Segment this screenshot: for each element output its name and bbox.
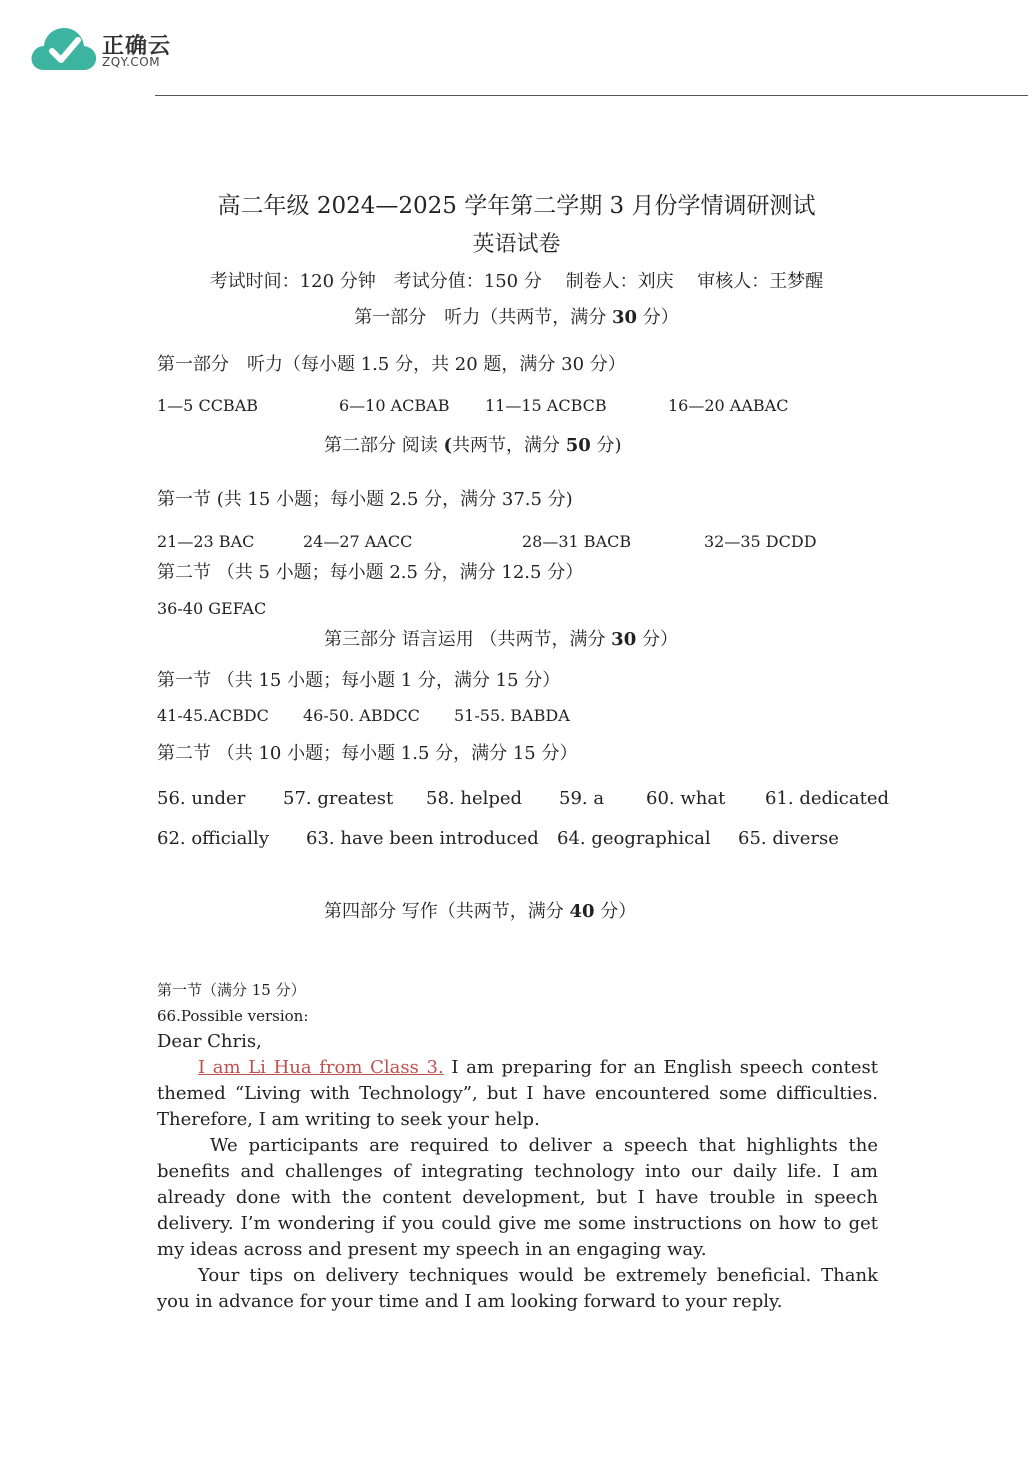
answer-item: 56. under	[157, 788, 246, 809]
logo-text-cn: 正确云	[102, 34, 172, 59]
header-divider	[155, 95, 1028, 96]
part4-section1: 第一节（满分 15 分）	[157, 981, 306, 999]
exam-info: 考试时间：120 分钟 考试分值：150 分 制卷人：刘庆 审核人：王梦醒	[209, 271, 824, 292]
answer-group: 32—35 DCDD	[704, 532, 817, 551]
part2-section2: 第二节 （共 5 小题；每小题 2.5 分，满分 12.5 分）	[157, 562, 584, 583]
answer-group: 16—20 AABAC	[668, 396, 789, 415]
answer-item: 65. diverse	[738, 828, 839, 849]
zqy-logo	[30, 24, 190, 74]
logo-text-en: ZQY.COM	[102, 55, 161, 69]
answer-group: 24—27 AACC	[303, 532, 413, 551]
answer-item: 58. helped	[426, 788, 523, 809]
answer-group: 1—5 CCBAB	[157, 396, 258, 415]
answer-item: 59. a	[559, 788, 605, 809]
part1-section: 第一部分 听力（每小题 1.5 分，共 20 题，满分 30 分）	[157, 354, 626, 375]
answer-group: 51-55. BABDA	[454, 706, 570, 725]
answer-group: 46-50. ABDCC	[303, 706, 420, 725]
letter-paragraph-3: Your tips on delivery techniques would be extremely beneficial. Thank you in advance for your time and I am looking forward to your reply.	[157, 1265, 878, 1312]
answer-item: 62. officially	[157, 828, 269, 849]
exam-title: 高二年级 2024—2025 学年第二学期 3 月份学情调研测试	[217, 193, 816, 219]
part2-section1: 第一节 (共 15 小题；每小题 2.5 分，满分 37.5 分)	[157, 489, 573, 510]
answer-group: 41-45.ACBDC	[157, 706, 269, 725]
answer-group: 11—15 ACBCB	[485, 396, 607, 415]
answer-group: 36-40 GEFAC	[157, 599, 267, 618]
part3-heading: 第三部分 语言运用 （共两节，满分 30 分）	[324, 629, 678, 650]
answer-item: 60. what	[646, 788, 726, 809]
part3-section2: 第二节 （共 10 小题；每小题 1.5 分，满分 15 分）	[157, 743, 578, 764]
sample-letter	[157, 1029, 878, 1315]
letter-paragraph-2: We participants are required to deliver a speech that highlights the benefits and challenges of integrating technology into our daily life. I am already done with the content development, but I have trouble in speech delivery. I’m wondering if you could give me some instructions on how to get my ideas across and present my speech in an engaging way.	[157, 1135, 878, 1260]
answer-item: 57. greatest	[283, 788, 394, 809]
answer-item: 64. geographical	[557, 828, 711, 849]
part3-section1: 第一节 （共 15 小题；每小题 1 分，满分 15 分）	[157, 670, 561, 691]
salutation: Dear Chris,	[157, 1031, 262, 1052]
part2-heading: 第二部分 阅读 (共两节，满分 50 分)	[324, 435, 622, 456]
letter-paragraph-1: I am Li Hua from Class 3. I am preparing for an English speech contest themed “Living with Technology”, but I have encountered some difficulties. Therefore, I am writing to seek your help.	[157, 1057, 878, 1130]
exam-subtitle: 英语试卷	[472, 232, 561, 257]
part1-heading: 第一部分 听力（共两节，满分 30 分）	[354, 307, 679, 328]
answer-item: 63. have been introduced	[306, 828, 539, 849]
highlighted-sentence: I am Li Hua from Class 3.	[198, 1057, 444, 1078]
part4-heading: 第四部分 写作（共两节，满分 40 分）	[324, 901, 637, 922]
answer-group: 21—23 BAC	[157, 532, 255, 551]
cloud-check-icon	[30, 24, 98, 72]
answer-item: 61. dedicated	[765, 788, 890, 809]
version-label: 66.Possible version:	[157, 1007, 309, 1025]
answer-group: 28—31 BACB	[522, 532, 632, 551]
answer-group: 6—10 ACBAB	[339, 396, 450, 415]
